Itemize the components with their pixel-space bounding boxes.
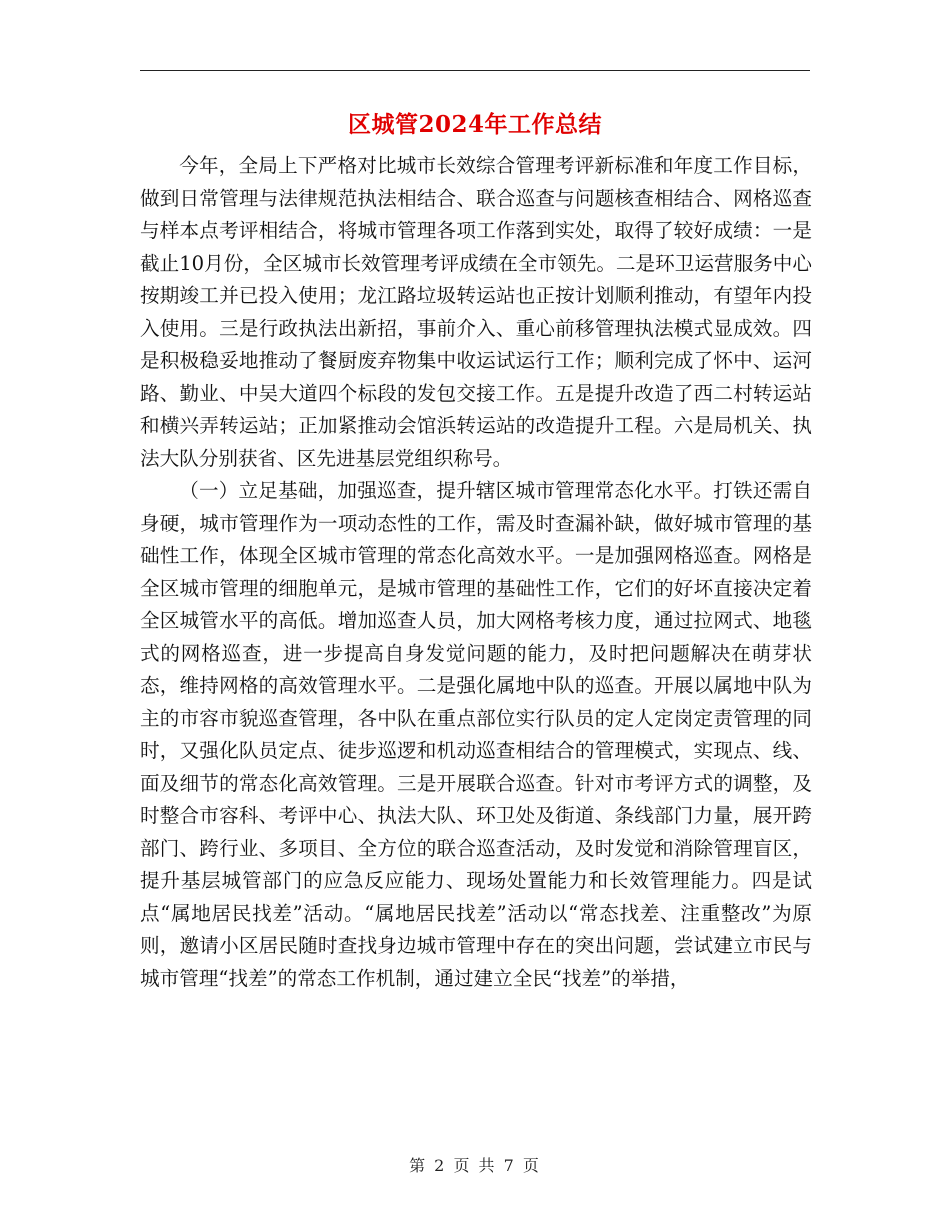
document-body	[140, 150, 812, 995]
page-number: 第 2 页 共 7 页	[409, 1156, 541, 1175]
document-title: 区城管2024年工作总结	[347, 111, 602, 138]
header-rule	[140, 70, 810, 71]
paragraph-section-one: （一）立足基础，加强巡查，提升辖区城市管理常态化水平。打铁还需自身硬，城市管理作为一项动态性的工作，需及时查漏补缺，做好城市管理的基础性工作，体现全区城市管理的常态化高效水平。一是加强网格巡查。网格是全区城市管理的细胞单元，是城市管理的基础性工作，它们的好坏直接决定着全区城管水平的高低。增加巡查人员，加大网格考核力度，通过拉网式、地毯式的网格巡查，进一步提高自身发觉问题的能力，及时把问题解决在萌芽状态，维持网格的高效管理水平。二是强化属地中队的巡查。开展以属地中队为主的市容市貌巡查管理，各中队在重点部位实行队员的定人定岗定责管理的同时，又强化队员定点、徒步巡逻和机动巡查相结合的管理模式，实现点、线、面及细节的常态化高效管理。三是开展联合巡查。针对市考评方式的调整，及时整合市容科、考评中心、执法大队、环卫处及街道、条线部门力量，展开跨部门、跨行业、多项目、全方位的联合巡查活动，及时发觉和消除管理盲区，提升基层城管部门的应急反应能力、现场处置能力和长效管理能力。四是试点“属地居民找差”活动。“属地居民找差”活动以“常态找差、注重整改”为原则，邀请小区居民随时查找身边城市管理中存在的突出问题，尝试建立市民与城市管理“找差”的常态工作机制，通过建立全民“找差”的举措，	[140, 479, 812, 990]
paragraph-summary: 今年，全局上下严格对比城市长效综合管理考评新标准和年度工作目标，做到日常管理与法律规范执法相结合、联合巡查与问题核查相结合、网格巡查与样本点考评相结合，将城市管理各项工作落到实处，取得了较好成绩：一是截止10月份，全区城市长效管理考评成绩在全市领先。二是环卫运营服务中心按期竣工并已投入使用；龙江路垃圾转运站也正按计划顺利推动，有望年内投入使用。三是行政执法出新招，事前介入、重心前移管理执法模式显成效。四是积极稳妥地推动了餐厨废弃物集中收运试运行工作；顺利完成了怀中、运河路、勤业、中吴大道四个标段的发包交接工作。五是提升改造了西二村转运站和横兴弄转运站；正加紧推动会馆浜转运站的改造提升工程。六是局机关、执法大队分别获省、区先进基层党组织称号。	[140, 154, 812, 470]
